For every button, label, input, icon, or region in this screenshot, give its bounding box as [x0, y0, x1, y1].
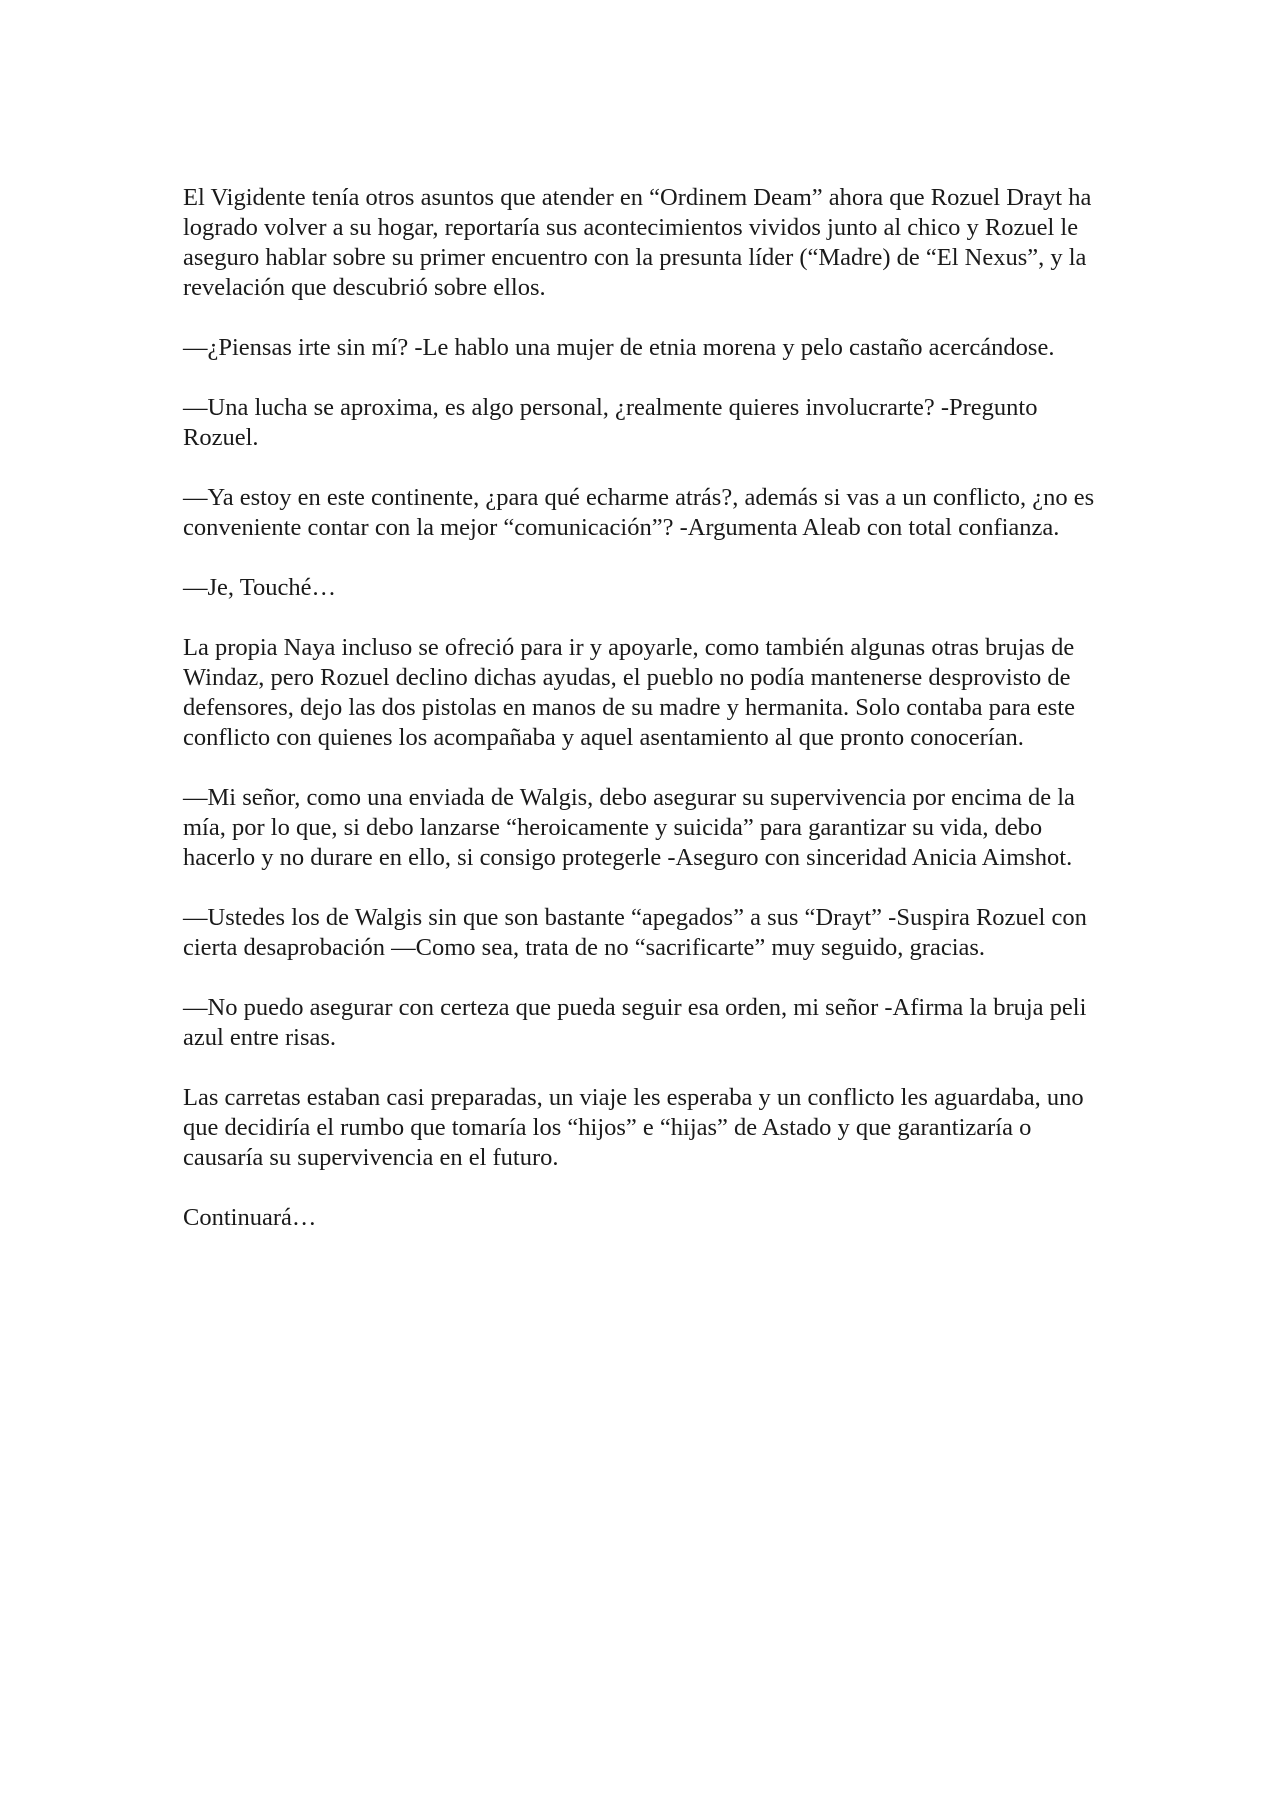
- paragraph-4: —Ya estoy en este continente, ¿para qué echarme atrás?, además si vas a un conflicto, ¿no es conveniente contar con la mejor “comunicación”? -Argumenta Aleab con total confianza.: [183, 484, 1095, 541]
- paragraph-11: Continuará…: [183, 1204, 317, 1231]
- paragraph-3: —Una lucha se aproxima, es algo personal, ¿realmente quieres involucrarte? -Pregunto Rozuel.: [183, 394, 1038, 451]
- paragraph-10: Las carretas estaban casi preparadas, un viaje les esperaba y un conflicto les aguardaba, uno que decidiría el rumbo que tomaría los “hijos” e “hijas” de Astado y que garantizaría o causaría su supervivencia en el futuro.: [183, 1084, 1084, 1171]
- document-body: [183, 183, 1100, 1263]
- paragraph-8: —Ustedes los de Walgis sin que son bastante “apegados” a sus “Drayt” -Suspira Rozuel con cierta desaprobación —Como sea, trata de no “sacrificarte” muy seguido, gracias.: [183, 904, 1087, 961]
- paragraph-5: —Je, Touché…: [183, 574, 336, 601]
- paragraph-6: La propia Naya incluso se ofreció para ir y apoyarle, como también algunas otras brujas de Windaz, pero Rozuel declino dichas ayudas, el pueblo no podía mantenerse desprovisto de defensores, dejo las dos pistolas en manos de su madre y hermanita. Solo contaba para este conflicto con quienes los acompañaba y aquel asentamiento al que pronto conocerían.: [183, 634, 1075, 751]
- paragraph-9: —No puedo asegurar con certeza que pueda seguir esa orden, mi señor -Afirma la bruja peli azul entre risas.: [183, 994, 1087, 1051]
- paragraph-1: El Vigidente tenía otros asuntos que atender en “Ordinem Deam” ahora que Rozuel Drayt ha logrado volver a su hogar, reportaría sus acontecimientos vividos junto al chico y Rozuel le aseguro hablar sobre su primer encuentro con la presunta líder (“Madre) de “El Nexus”, y la revelación que descubrió sobre ellos.: [183, 184, 1092, 301]
- paragraph-2: —¿Piensas irte sin mí? -Le hablo una mujer de etnia morena y pelo castaño acercándose.: [183, 334, 1055, 361]
- paragraph-7: —Mi señor, como una enviada de Walgis, debo asegurar su supervivencia por encima de la mía, por lo que, si debo lanzarse “heroicamente y suicida” para garantizar su vida, debo hacerlo y no durare en ello, si consigo protegerle -Aseguro con sinceridad Anicia Aimshot.: [183, 784, 1075, 871]
